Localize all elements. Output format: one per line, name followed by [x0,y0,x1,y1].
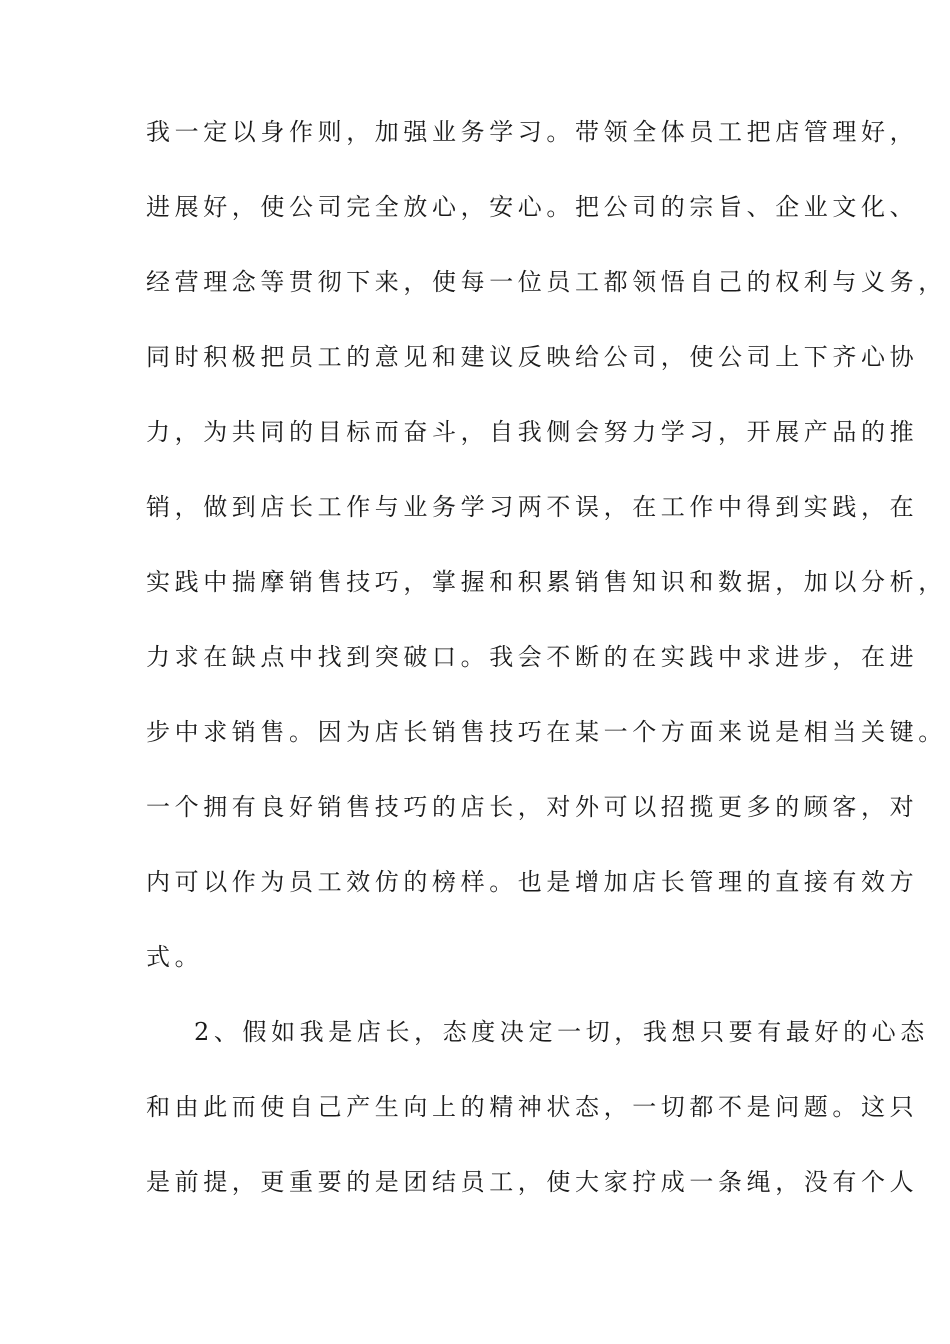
paragraph-line: 力，为共同的目标而奋斗，自我侧会努力学习，开展产品的推 [146,418,919,446]
paragraph-line: 是前提，更重要的是团结员工，使大家拧成一条绳，没有个人 [146,1168,919,1196]
paragraph-line: 内可以作为员工效仿的榜样。也是增加店长管理的直接有效方 [146,868,919,896]
paragraph-line: 经营理念等贯彻下来，使每一位员工都领悟自己的权利与义务， [146,268,947,296]
paragraph-line: 我一定以身作则，加强业务学习。带领全体员工把店管理好， [146,118,919,146]
paragraph-line: 2、假如我是店长，态度决定一切，我想只要有最好的心态 [194,1018,929,1046]
paragraph-line: 力求在缺点中找到突破口。我会不断的在实践中求进步，在进 [146,643,919,671]
paragraph-line: 进展好，使公司完全放心，安心。把公司的宗旨、企业文化、 [146,193,919,221]
paragraph-line: 同时积极把员工的意见和建议反映给公司，使公司上下齐心协 [146,343,919,371]
paragraph-line: 一个拥有良好销售技巧的店长，对外可以招揽更多的顾客，对 [146,793,919,821]
paragraph-line: 步中求销售。因为店长销售技巧在某一个方面来说是相当关键。 [146,718,947,746]
paragraph-line: 实践中揣摩销售技巧，掌握和积累销售知识和数据，加以分析， [146,568,947,596]
paragraph-line: 和由此而使自己产生向上的精神状态，一切都不是问题。这只 [146,1093,919,1121]
paragraph-line: 式。 [146,943,204,971]
paragraph-line: 销，做到店长工作与业务学习两不误，在工作中得到实践，在 [146,493,919,521]
